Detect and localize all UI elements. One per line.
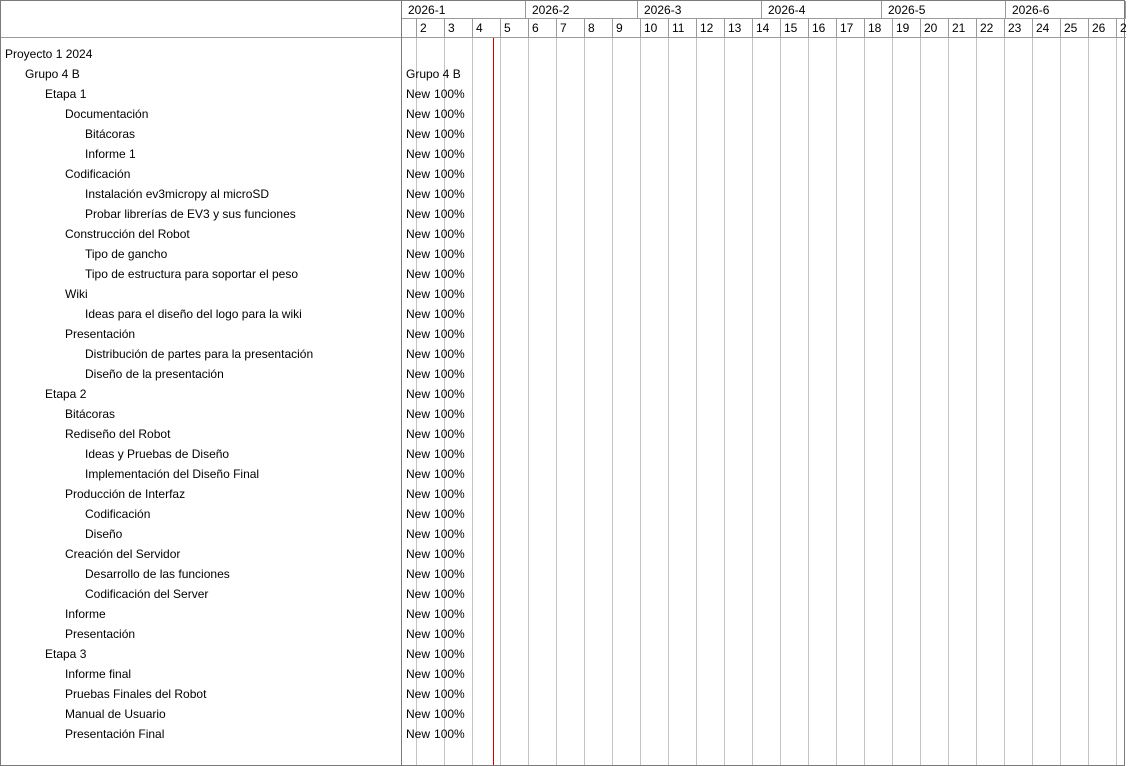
task-row[interactable]	[25, 64, 80, 84]
task-name: Tipo de estructura para soportar el peso	[85, 267, 299, 281]
month-header-cell: 2026-5	[882, 1, 1006, 19]
week-header-cell: 14	[752, 19, 780, 37]
week-grid-line	[556, 38, 557, 765]
task-progress: 100%	[434, 287, 465, 301]
task-bar-label[interactable]	[406, 384, 465, 404]
task-status: New	[406, 507, 431, 521]
task-name: Bitácoras	[85, 127, 136, 141]
task-progress: 100%	[434, 727, 465, 741]
task-bar-label[interactable]	[406, 584, 465, 604]
task-bar-label[interactable]	[406, 444, 465, 464]
task-bar-label[interactable]	[406, 684, 465, 704]
task-status: New	[406, 367, 431, 381]
task-row[interactable]	[65, 544, 180, 564]
task-progress: 100%	[434, 467, 465, 481]
task-row[interactable]	[85, 524, 122, 544]
week-header-cell: 11	[668, 19, 696, 37]
task-bar-label[interactable]	[406, 404, 465, 424]
task-name: Informe	[65, 607, 106, 621]
task-row[interactable]	[65, 104, 148, 124]
week-header-cell: 24	[1032, 19, 1060, 37]
task-name: Presentación	[65, 327, 136, 341]
task-progress: 100%	[434, 147, 465, 161]
task-bar-label[interactable]	[406, 304, 465, 324]
week-header-cell: 9	[612, 19, 640, 37]
task-progress: 100%	[434, 367, 465, 381]
task-status: New	[406, 207, 431, 221]
task-bar-label[interactable]	[406, 324, 465, 344]
task-name: Pruebas Finales del Robot	[65, 687, 207, 701]
task-status: New	[406, 187, 431, 201]
task-progress: 100%	[434, 207, 465, 221]
week-header-cell: 26	[1088, 19, 1116, 37]
task-status: New	[406, 427, 431, 441]
week-header-cell: 15	[780, 19, 808, 37]
week-grid-line	[528, 38, 529, 765]
task-row[interactable]	[85, 144, 136, 164]
task-status: Grupo 4 B	[406, 67, 461, 81]
task-row[interactable]	[85, 244, 167, 264]
task-progress: 100%	[434, 267, 465, 281]
task-status: New	[406, 387, 431, 401]
task-progress: 100%	[434, 607, 465, 621]
week-header-cell: 16	[808, 19, 836, 37]
task-row[interactable]	[45, 84, 86, 104]
task-status: New	[406, 227, 431, 241]
task-progress: 100%	[434, 407, 465, 421]
task-bar-label[interactable]	[406, 704, 465, 724]
task-row[interactable]	[5, 44, 92, 64]
task-row[interactable]	[65, 484, 185, 504]
task-status: New	[406, 147, 431, 161]
task-bar-label[interactable]	[406, 284, 465, 304]
task-name: Codificación	[65, 167, 131, 181]
task-name: Presentación	[65, 627, 136, 641]
task-status: New	[406, 447, 431, 461]
task-name: Creación del Servidor	[65, 547, 181, 561]
task-status: New	[406, 667, 431, 681]
task-name: Informe final	[65, 667, 132, 681]
task-row[interactable]	[85, 444, 229, 464]
month-header-cell: 2026-2	[526, 1, 638, 19]
task-progress: 100%	[434, 307, 465, 321]
timeline-header	[402, 1, 1126, 38]
task-progress: 100%	[434, 647, 465, 661]
month-header-cell: 2026-3	[638, 1, 762, 19]
week-header-cell: 20	[920, 19, 948, 37]
task-bar-label[interactable]	[406, 664, 465, 684]
task-name: Bitácoras	[65, 407, 116, 421]
task-name: Etapa 3	[45, 647, 87, 661]
task-bar-label[interactable]	[406, 724, 465, 744]
task-bar-label[interactable]	[406, 364, 465, 384]
task-bar-label[interactable]	[406, 64, 461, 84]
task-status: New	[406, 327, 431, 341]
task-name: Probar librerías de EV3 y sus funciones	[85, 207, 296, 221]
week-grid-line	[500, 38, 501, 765]
task-bar-label[interactable]	[406, 244, 465, 264]
task-row[interactable]	[85, 564, 230, 584]
gantt-chart-pane[interactable]	[402, 1, 1126, 765]
task-progress: 100%	[434, 507, 465, 521]
week-grid-line	[472, 38, 473, 765]
task-name: Etapa 2	[45, 387, 87, 401]
week-header-cell: 18	[864, 19, 892, 37]
task-name: Producción de Interfaz	[65, 487, 186, 501]
task-bar-label[interactable]	[406, 624, 465, 644]
task-row[interactable]	[65, 404, 115, 424]
task-row[interactable]	[85, 584, 208, 604]
task-name: Wiki	[65, 287, 88, 301]
task-row[interactable]	[85, 344, 313, 364]
week-grid-line	[836, 38, 837, 765]
task-bar-label[interactable]	[406, 264, 465, 284]
task-status: New	[406, 247, 431, 261]
task-status: New	[406, 727, 431, 741]
task-status: New	[406, 167, 431, 181]
task-name: Diseño de la presentación	[85, 367, 224, 381]
task-progress: 100%	[434, 127, 465, 141]
task-bar-label[interactable]	[406, 184, 465, 204]
task-status: New	[406, 347, 431, 361]
week-header-cell: 22	[976, 19, 1004, 37]
week-header-cell: 17	[836, 19, 864, 37]
task-progress: 100%	[434, 627, 465, 641]
task-row[interactable]	[65, 424, 170, 444]
task-progress: 100%	[434, 687, 465, 701]
task-name: Proyecto 1 2024	[5, 47, 93, 61]
week-header-cell: 6	[528, 19, 556, 37]
week-grid-line	[640, 38, 641, 765]
week-header-cell: 13	[724, 19, 752, 37]
week-grid-line	[948, 38, 949, 765]
task-bar-label[interactable]	[406, 504, 465, 524]
task-tree-pane[interactable]	[1, 1, 402, 765]
task-status: New	[406, 567, 431, 581]
task-row[interactable]	[65, 324, 135, 344]
week-grid-line	[1032, 38, 1033, 765]
task-name: Codificación	[85, 507, 151, 521]
week-grid-line	[780, 38, 781, 765]
week-header-cell: 3	[444, 19, 472, 37]
week-grid-line	[1060, 38, 1061, 765]
task-name: Ideas para el diseño del logo para la wiki	[85, 307, 302, 321]
week-grid-line	[864, 38, 865, 765]
week-header-cell: 2	[416, 19, 444, 37]
task-status: New	[406, 267, 431, 281]
week-header-cell: 12	[696, 19, 724, 37]
week-grid-line	[584, 38, 585, 765]
month-header-cell: 2026-1	[402, 1, 526, 19]
week-header-cell: 8	[584, 19, 612, 37]
task-bar-label[interactable]	[406, 84, 465, 104]
task-name: Tipo de gancho	[85, 247, 168, 261]
task-status: New	[406, 287, 431, 301]
task-bar-label[interactable]	[406, 484, 465, 504]
task-status: New	[406, 547, 431, 561]
task-status: New	[406, 627, 431, 641]
task-bar-label[interactable]	[406, 464, 465, 484]
week-grid-line	[696, 38, 697, 765]
task-name: Grupo 4 B	[25, 67, 80, 81]
task-row[interactable]	[85, 464, 259, 484]
task-bar-label[interactable]	[406, 564, 465, 584]
week-grid-line	[892, 38, 893, 765]
task-name: Desarrollo de las funciones	[85, 567, 230, 581]
task-status: New	[406, 487, 431, 501]
task-name: Distribución de partes para la presentación	[85, 347, 314, 361]
task-bar-label[interactable]	[406, 124, 465, 144]
task-name: Manual de Usuario	[65, 707, 166, 721]
task-status: New	[406, 587, 431, 601]
task-bar-label[interactable]	[406, 424, 465, 444]
task-name: Implementación del Diseño Final	[85, 467, 260, 481]
task-row[interactable]	[85, 204, 296, 224]
task-bar-label[interactable]	[406, 224, 465, 244]
task-row[interactable]	[85, 304, 302, 324]
task-row[interactable]	[45, 644, 86, 664]
task-progress: 100%	[434, 447, 465, 461]
task-progress: 100%	[434, 707, 465, 721]
task-row[interactable]	[85, 264, 298, 284]
month-header-cell: 2026-4	[762, 1, 882, 19]
task-status: New	[406, 107, 431, 121]
task-row[interactable]	[65, 164, 130, 184]
task-progress: 100%	[434, 247, 465, 261]
task-status: New	[406, 127, 431, 141]
week-header-cell: 5	[500, 19, 528, 37]
task-bar-label[interactable]	[406, 144, 465, 164]
task-status: New	[406, 647, 431, 661]
task-progress: 100%	[434, 547, 465, 561]
task-progress: 100%	[434, 667, 465, 681]
task-name: Codificación del Server	[85, 587, 209, 601]
week-header-cell: 7	[556, 19, 584, 37]
task-status: New	[406, 467, 431, 481]
task-progress: 100%	[434, 107, 465, 121]
task-row[interactable]	[65, 284, 88, 304]
task-progress: 100%	[434, 187, 465, 201]
task-name: Ideas y Pruebas de Diseño	[85, 447, 230, 461]
task-status: New	[406, 87, 431, 101]
task-name: Documentación	[65, 107, 149, 121]
week-grid-line	[1116, 38, 1117, 765]
task-row[interactable]	[65, 664, 131, 684]
week-header-cell: 23	[1004, 19, 1032, 37]
task-row[interactable]	[85, 124, 135, 144]
week-grid-line	[920, 38, 921, 765]
task-status: New	[406, 407, 431, 421]
task-bar-label[interactable]	[406, 644, 465, 664]
task-progress: 100%	[434, 347, 465, 361]
week-grid-line	[1088, 38, 1089, 765]
week-header-cell: 21	[948, 19, 976, 37]
week-grid-line	[976, 38, 977, 765]
task-bar-label[interactable]	[406, 164, 465, 184]
week-grid-line	[1004, 38, 1005, 765]
task-name: Rediseño del Robot	[65, 427, 171, 441]
task-name: Presentación Final	[65, 727, 165, 741]
task-name: Diseño	[85, 527, 123, 541]
task-progress: 100%	[434, 527, 465, 541]
task-name: Etapa 1	[45, 87, 87, 101]
task-progress: 100%	[434, 567, 465, 581]
task-name: Construcción del Robot	[65, 227, 190, 241]
task-row[interactable]	[45, 384, 86, 404]
week-grid-line	[752, 38, 753, 765]
task-row[interactable]	[85, 504, 150, 524]
task-row[interactable]	[65, 624, 135, 644]
task-name: Instalación ev3micropy al microSD	[85, 187, 270, 201]
task-progress: 100%	[434, 327, 465, 341]
task-progress: 100%	[434, 387, 465, 401]
month-header-cell: 2026-6	[1006, 1, 1126, 19]
task-row[interactable]	[65, 684, 206, 704]
week-grid-line	[668, 38, 669, 765]
task-bar-label[interactable]	[406, 104, 465, 124]
week-grid-line	[612, 38, 613, 765]
today-marker	[493, 38, 494, 765]
week-grid-line	[808, 38, 809, 765]
task-bar-label[interactable]	[406, 204, 465, 224]
task-status: New	[406, 707, 431, 721]
task-status: New	[406, 527, 431, 541]
task-row[interactable]	[65, 724, 164, 744]
task-row[interactable]	[65, 604, 106, 624]
task-row[interactable]	[65, 704, 166, 724]
task-bar-label[interactable]	[406, 544, 465, 564]
task-status: New	[406, 607, 431, 621]
task-name: Informe 1	[85, 147, 136, 161]
week-header-cell: 4	[472, 19, 500, 37]
task-progress: 100%	[434, 427, 465, 441]
week-header-cell: 19	[892, 19, 920, 37]
week-header-cell: 25	[1060, 19, 1088, 37]
week-header-cell: 2	[1116, 19, 1144, 37]
week-grid-line	[724, 38, 725, 765]
task-bar-label[interactable]	[406, 524, 465, 544]
task-status: New	[406, 687, 431, 701]
task-progress: 100%	[434, 167, 465, 181]
task-progress: 100%	[434, 87, 465, 101]
task-row[interactable]	[65, 224, 190, 244]
task-bar-label[interactable]	[406, 344, 465, 364]
week-header-cell: 10	[640, 19, 668, 37]
task-progress: 100%	[434, 227, 465, 241]
task-row[interactable]	[85, 364, 224, 384]
task-bar-label[interactable]	[406, 604, 465, 624]
task-progress: 100%	[434, 587, 465, 601]
task-row[interactable]	[85, 184, 269, 204]
task-progress: 100%	[434, 487, 465, 501]
task-status: New	[406, 307, 431, 321]
task-tree-header	[1, 1, 401, 38]
